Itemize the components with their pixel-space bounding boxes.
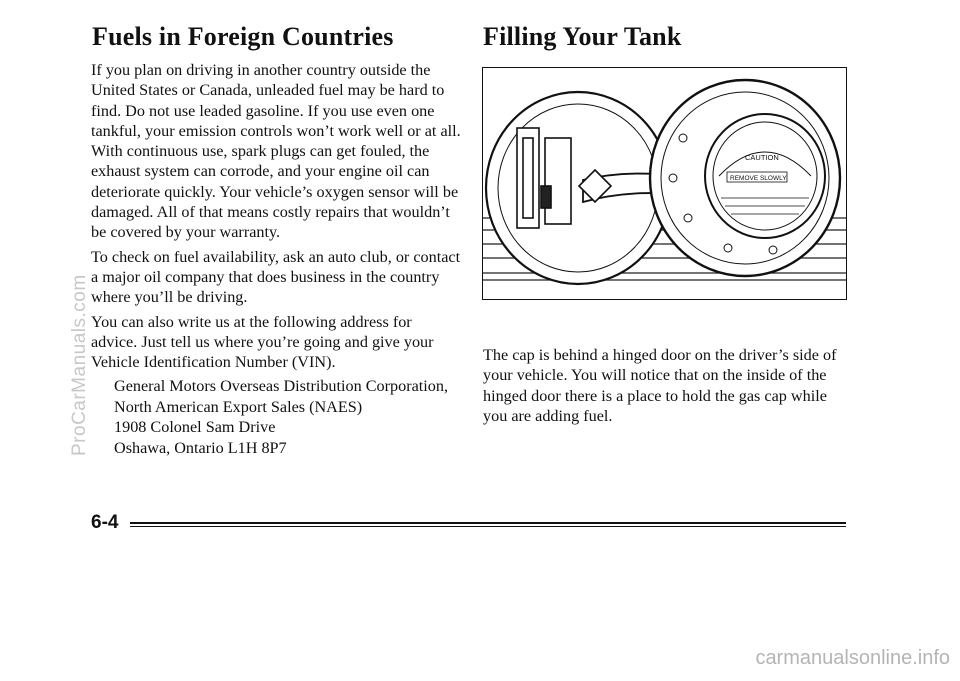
address-line: General Motors Overseas Distribution Corporation,: [114, 377, 449, 396]
section-heading-filling-tank: Filling Your Tank: [483, 22, 682, 51]
paragraph-foreign-fuel: If you plan on driving in another country outside the United States or Canada, unleaded fuel may be hard to find. Do not use leaded gasoline. If you use even one tankful, your emission controls won’t work well or at all. With continuous use, spark plugs can get fouled, the exhaust system can corrode, and your engine oil can deteriorate quickly. Your vehicle’s oxygen sensor will be damaged. All of that means costly repairs that wouldn’t be covered by your warranty.: [91, 61, 461, 242]
page-number: 6-4: [91, 512, 119, 533]
section-heading-fuels-foreign: Fuels in Foreign Countries: [92, 22, 394, 51]
paragraph-write-us: You can also write us at the following address for advice. Just tell us where you’re going and give your Vehicle Identification Number (VIN).: [91, 312, 434, 372]
paragraph-fuel-door: The cap is behind a hinged door on the driver’s side of your vehicle. You will notice that on the inside of the hinged door there is a place to hold the gas cap while you are adding fuel.: [483, 346, 837, 425]
cap-remove-label: REMOVE SLOWLY: [730, 175, 787, 182]
fuel-door-illustration: [482, 67, 847, 300]
right-column: [483, 345, 843, 430]
mailing-address: [114, 376, 461, 458]
side-watermark: ProCarManuals.com: [69, 274, 90, 456]
address-line: 1908 Colonel Sam Drive: [114, 418, 276, 437]
left-column: [91, 60, 461, 458]
fuel-door-drawing: [483, 68, 846, 299]
footer-rule: [130, 522, 846, 527]
paragraph-fuel-availability: To check on fuel availability, ask an auto club, or contact a major oil company that does business in the country where you’ll be driving.: [91, 247, 461, 307]
bottom-watermark: carmanualsonline.info: [755, 647, 950, 669]
address-line: Oshawa, Ontario L1H 8P7: [114, 438, 287, 457]
address-line: North American Export Sales (NAES): [114, 397, 363, 416]
cap-caution-label: CAUTION: [745, 153, 779, 162]
